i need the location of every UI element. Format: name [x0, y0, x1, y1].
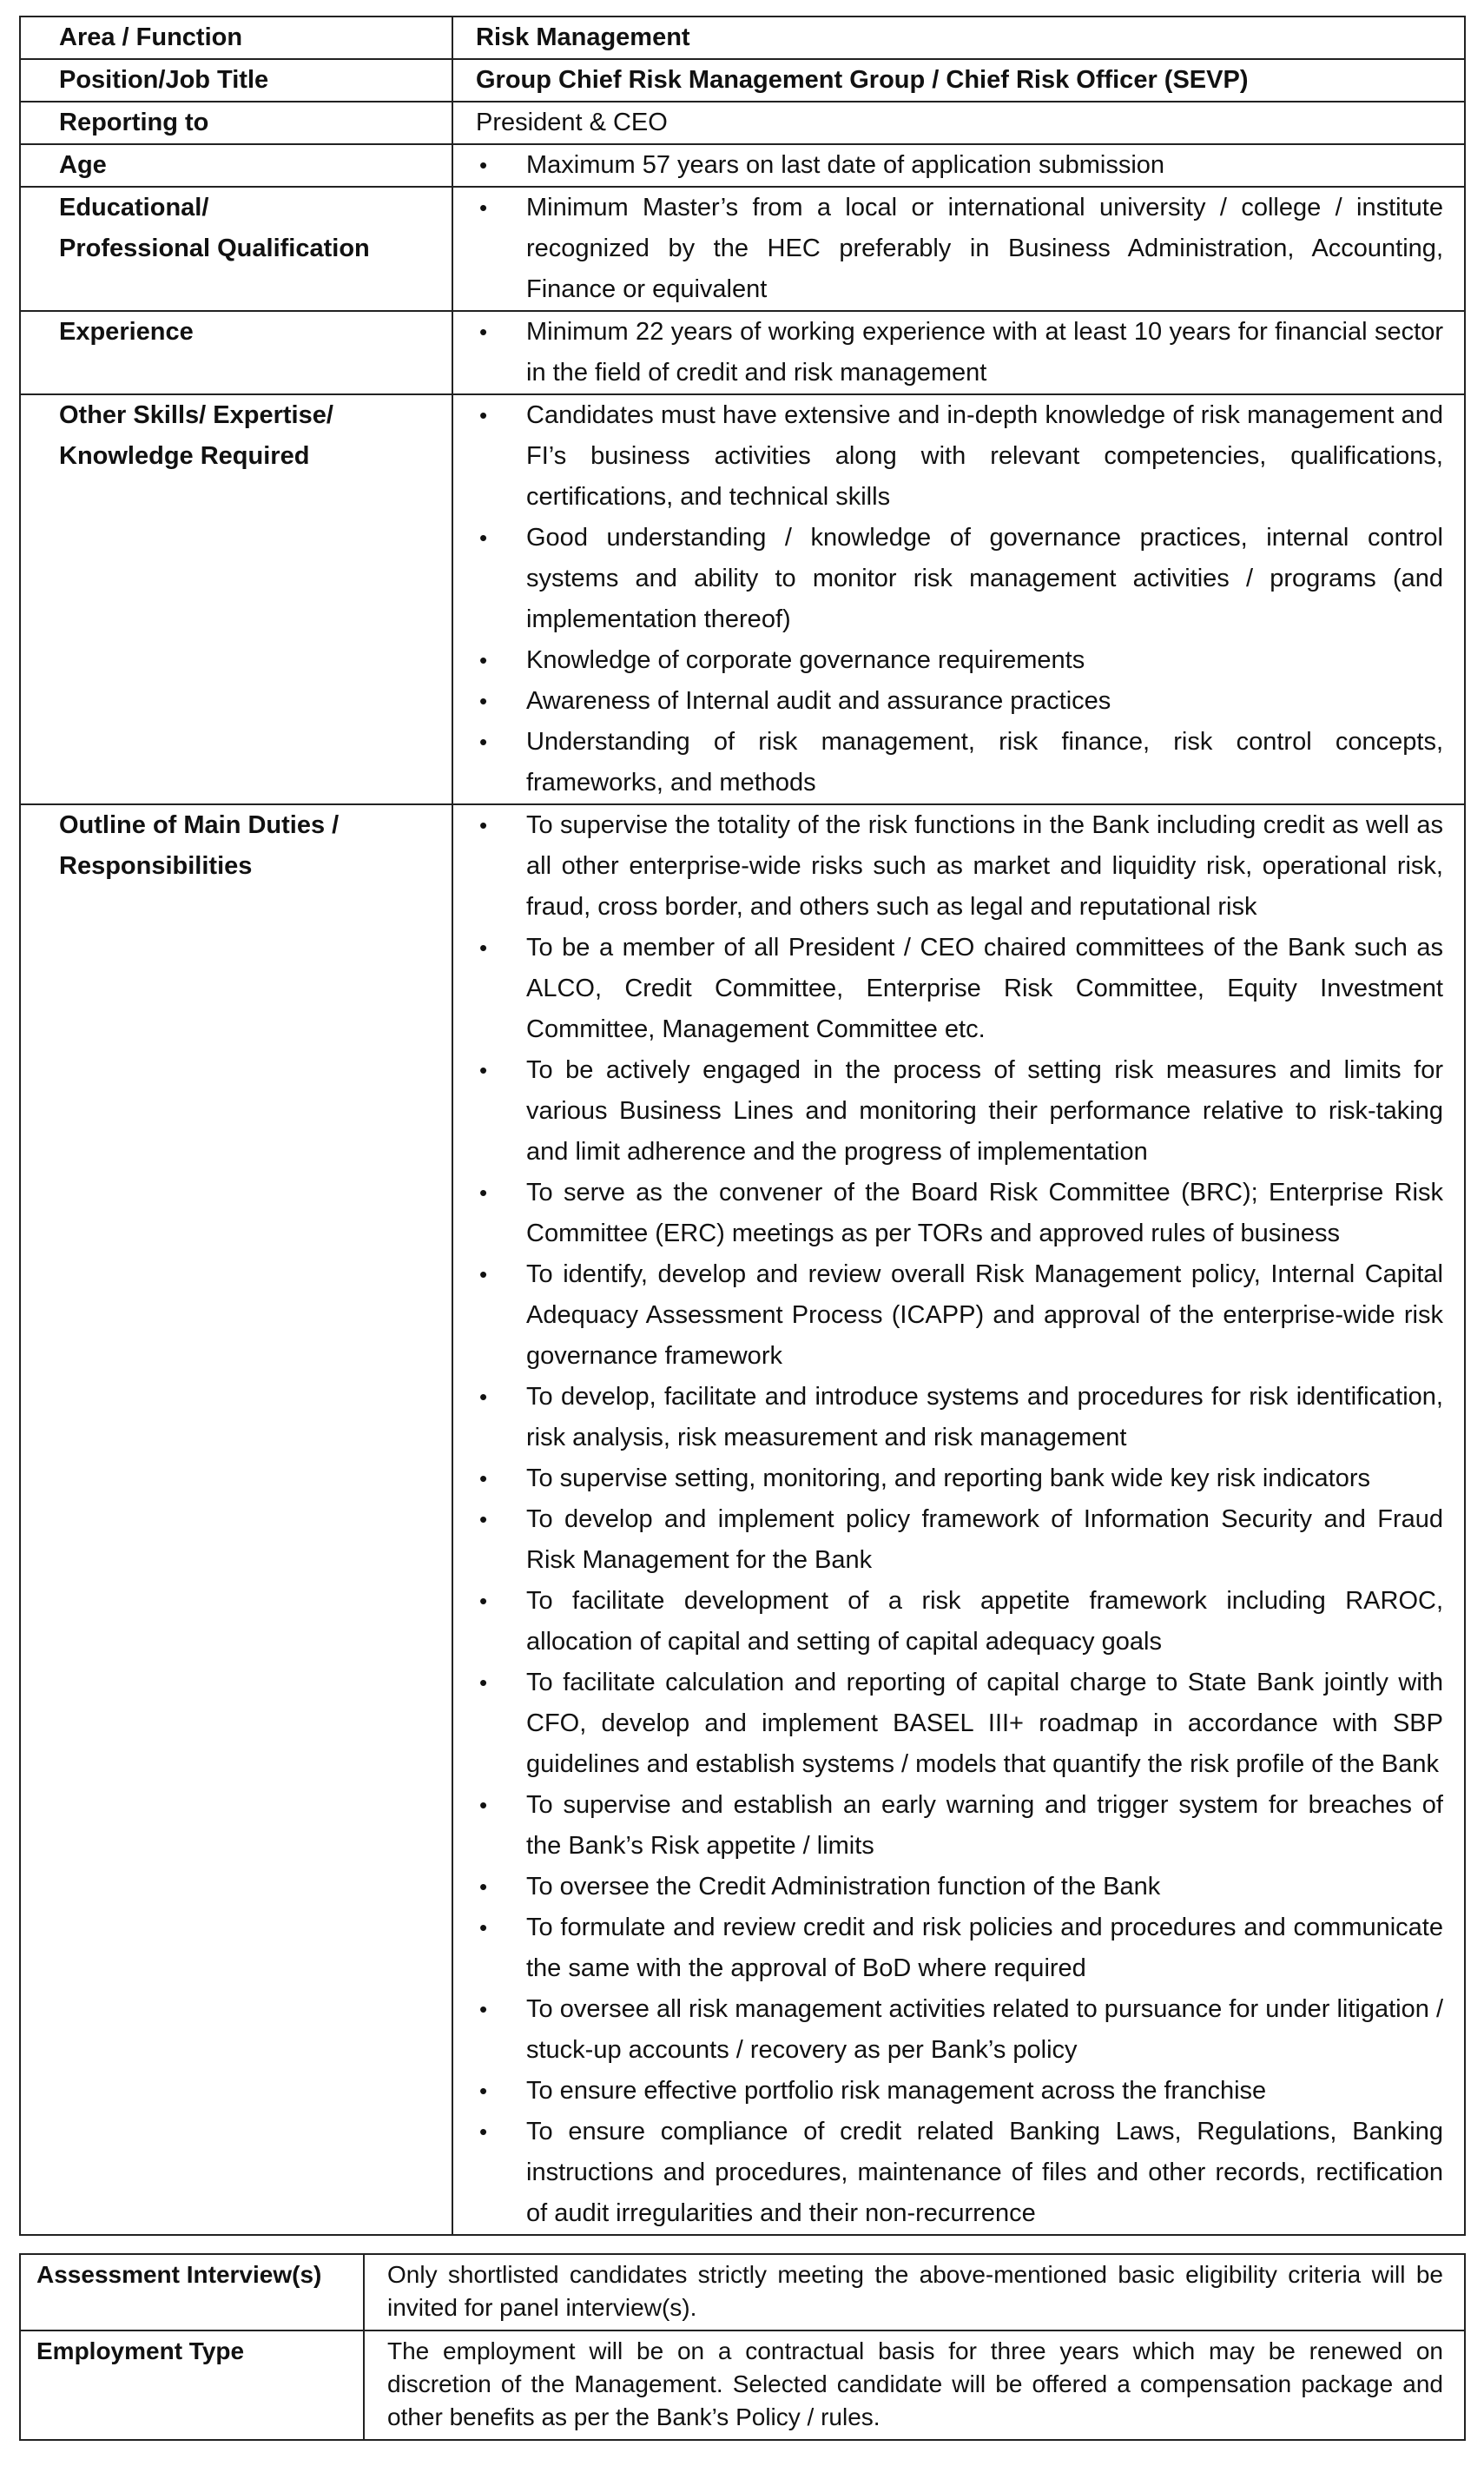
list-item-text: To oversee the Credit Administration function of the Bank — [526, 1873, 1161, 1901]
list-item — [476, 2112, 1443, 2234]
list-item — [476, 722, 1443, 803]
list-item — [476, 928, 1443, 1050]
employment-label: Employment Type — [20, 2330, 364, 2440]
row-age — [20, 144, 1465, 187]
employment-value: The employment will be on a contractual basis for three years which may be renewed on discretion of the Management. Selected candidate will be offered a compensation package and other benefits as per the Bank’s Policy / rules. — [364, 2330, 1465, 2440]
list-item-text: To be actively engaged in the process of setting risk measures and limits for various Business Lines and monitoring their performance relative to risk-taking and limit adherence and the progress of implementation — [526, 1056, 1443, 1166]
bullet-dot-icon: • — [479, 1180, 488, 1206]
bullet-dot-icon: • — [479, 1996, 488, 2022]
list-item — [476, 805, 1443, 928]
bullet-dot-icon: • — [479, 1506, 488, 1532]
list-item-text: Awareness of Internal audit and assurance practices — [526, 687, 1111, 715]
bullet-dot-icon: • — [479, 525, 488, 551]
list-item — [476, 1458, 1443, 1499]
education-value — [452, 187, 1465, 311]
bullet-dot-icon: • — [479, 402, 488, 428]
list-item — [476, 518, 1443, 640]
list-item — [476, 1581, 1443, 1663]
position-label: Position/Job Title — [20, 59, 452, 102]
list-item-text: To facilitate development of a risk appetite framework including RAROC, allocation of capital and setting of capital adequacy goals — [526, 1587, 1443, 1656]
reporting-label: Reporting to — [20, 102, 452, 144]
list-item — [476, 395, 1443, 518]
list-item — [476, 1173, 1443, 1254]
bullet-dot-icon: • — [479, 1261, 488, 1287]
employment-terms-table — [19, 2253, 1466, 2441]
list-item — [476, 1499, 1443, 1581]
row-duties — [20, 804, 1465, 2235]
row-skills — [20, 394, 1465, 804]
bullet-dot-icon: • — [479, 1792, 488, 1818]
list-item-text: To supervise the totality of the risk functions in the Bank including credit as well as all other enterprise-wide risks such as market and liquidity risk, operational risk, fraud, cross border, and others such as legal and reputational risk — [526, 811, 1443, 921]
row-employment — [20, 2330, 1465, 2440]
experience-value — [452, 311, 1465, 394]
list-item-text: Knowledge of corporate governance requirements — [526, 646, 1085, 674]
bullet-dot-icon: • — [479, 812, 488, 838]
education-list — [476, 188, 1443, 310]
skills-list — [476, 395, 1443, 803]
education-label-line2: Professional Qualification — [59, 235, 370, 262]
list-item — [476, 1254, 1443, 1377]
row-position — [20, 59, 1465, 102]
list-item-text: To supervise and establish an early warning and trigger system for breaches of the Bank’s Risk appetite / limits — [526, 1791, 1443, 1860]
list-item-text: To formulate and review credit and risk policies and procedures and communicate the same with the approval of BoD where required — [526, 1914, 1443, 1982]
assessment-label: Assessment Interview(s) — [20, 2254, 364, 2330]
bullet-dot-icon: • — [479, 688, 488, 714]
skills-label — [20, 394, 452, 804]
bullet-dot-icon: • — [479, 647, 488, 673]
area-label: Area / Function — [20, 17, 452, 59]
list-item — [476, 1377, 1443, 1458]
list-item — [476, 681, 1443, 722]
list-item — [476, 188, 1443, 310]
list-item-text: To oversee all risk management activities related to pursuance for under litigation / stuck-up accounts / recovery as per Bank’s policy — [526, 1995, 1443, 2064]
bullet-dot-icon: • — [479, 1669, 488, 1696]
row-area — [20, 17, 1465, 59]
bullet-dot-icon: • — [479, 1465, 488, 1491]
bullet-dot-icon: • — [479, 729, 488, 755]
list-item-text: To identify, develop and review overall Risk Management policy, Internal Capital Adequacy Assessment Process (ICAPP) and approval of the enterprise-wide risk governance framework — [526, 1260, 1443, 1370]
list-item — [476, 312, 1443, 393]
duties-value — [452, 804, 1465, 2235]
bullet-dot-icon: • — [479, 152, 488, 178]
row-experience — [20, 311, 1465, 394]
list-item — [476, 1785, 1443, 1867]
experience-label: Experience — [20, 311, 452, 394]
list-item — [476, 1989, 1443, 2071]
skills-label-line1: Other Skills/ Expertise/ — [59, 401, 333, 429]
bullet-dot-icon: • — [479, 1914, 488, 1940]
age-list — [476, 145, 1443, 186]
row-assessment — [20, 2254, 1465, 2330]
list-item-text: Maximum 57 years on last date of application submission — [526, 151, 1165, 179]
bullet-dot-icon: • — [479, 2119, 488, 2145]
age-label: Age — [20, 144, 452, 187]
skills-value — [452, 394, 1465, 804]
list-item-text: To develop and implement policy framework of Information Security and Fraud Risk Management for the Bank — [526, 1505, 1443, 1574]
list-item-text: Good understanding / knowledge of governance practices, internal control systems and ability to monitor risk management activities / programs (and implementation thereof) — [526, 524, 1443, 633]
list-item-text: Minimum 22 years of working experience with at least 10 years for financial sector in the field of credit and risk management — [526, 318, 1443, 387]
education-label — [20, 187, 452, 311]
duties-label — [20, 804, 452, 2235]
duties-label-line1: Outline of Main Duties / — [59, 811, 340, 839]
bullet-dot-icon: • — [479, 195, 488, 221]
list-item — [476, 1907, 1443, 1989]
list-item — [476, 640, 1443, 681]
list-item-text: To ensure effective portfolio risk management across the franchise — [526, 2077, 1267, 2105]
bullet-dot-icon: • — [479, 319, 488, 345]
list-item-text: To be a member of all President / CEO chaired committees of the Bank such as ALCO, Credit Committee, Enterprise Risk Committee, Equity Investment Committee, Management Committee etc. — [526, 934, 1443, 1043]
education-label-line1: Educational/ — [59, 194, 209, 221]
list-item — [476, 2071, 1443, 2112]
bullet-dot-icon: • — [479, 935, 488, 961]
list-item — [476, 1867, 1443, 1907]
duties-label-line2: Responsibilities — [59, 852, 253, 880]
list-item — [476, 145, 1443, 186]
position-value: Group Chief Risk Management Group / Chief Risk Officer (SEVP) — [452, 59, 1465, 102]
bullet-dot-icon: • — [479, 1384, 488, 1410]
list-item — [476, 1050, 1443, 1173]
age-value — [452, 144, 1465, 187]
row-reporting — [20, 102, 1465, 144]
list-item — [476, 1663, 1443, 1785]
list-item-text: To develop, facilitate and introduce systems and procedures for risk identification, risk analysis, risk measurement and risk management — [526, 1383, 1443, 1451]
reporting-value: President & CEO — [452, 102, 1465, 144]
bullet-dot-icon: • — [479, 1874, 488, 1900]
bullet-dot-icon: • — [479, 1588, 488, 1614]
bullet-dot-icon: • — [479, 1057, 488, 1083]
duties-list — [476, 805, 1443, 2234]
list-item-text: To serve as the convener of the Board Risk Committee (BRC); Enterprise Risk Committee (ERC) meetings as per TORs and approved rules of business — [526, 1179, 1443, 1247]
list-item-text: Candidates must have extensive and in-depth knowledge of risk management and FI’s business activities along with relevant competencies, qualifications, certifications, and technical skills — [526, 401, 1443, 511]
skills-label-line2: Knowledge Required — [59, 442, 310, 470]
list-item-text: To facilitate calculation and reporting of capital charge to State Bank jointly with CFO, develop and implement BASEL III+ roadmap in accordance with SBP guidelines and establish systems / models that quantify the risk profile of the Bank — [526, 1669, 1443, 1778]
list-item-text: To supervise setting, monitoring, and reporting bank wide key risk indicators — [526, 1464, 1370, 1492]
bullet-dot-icon: • — [479, 2078, 488, 2104]
job-description-table — [19, 16, 1466, 2236]
area-value: Risk Management — [452, 17, 1465, 59]
list-item-text: To ensure compliance of credit related Banking Laws, Regulations, Banking instructions and procedures, maintenance of files and other records, rectification of audit irregularities and their non-recurrence — [526, 2118, 1443, 2227]
assessment-value: Only shortlisted candidates strictly meeting the above-mentioned basic eligibility criteria will be invited for panel interview(s). — [364, 2254, 1465, 2330]
experience-list — [476, 312, 1443, 393]
list-item-text: Minimum Master’s from a local or international university / college / institute recognized by the HEC preferably in Business Administration, Accounting, Finance or equivalent — [526, 194, 1443, 303]
row-education — [20, 187, 1465, 311]
list-item-text: Understanding of risk management, risk finance, risk control concepts, frameworks, and methods — [526, 728, 1443, 797]
